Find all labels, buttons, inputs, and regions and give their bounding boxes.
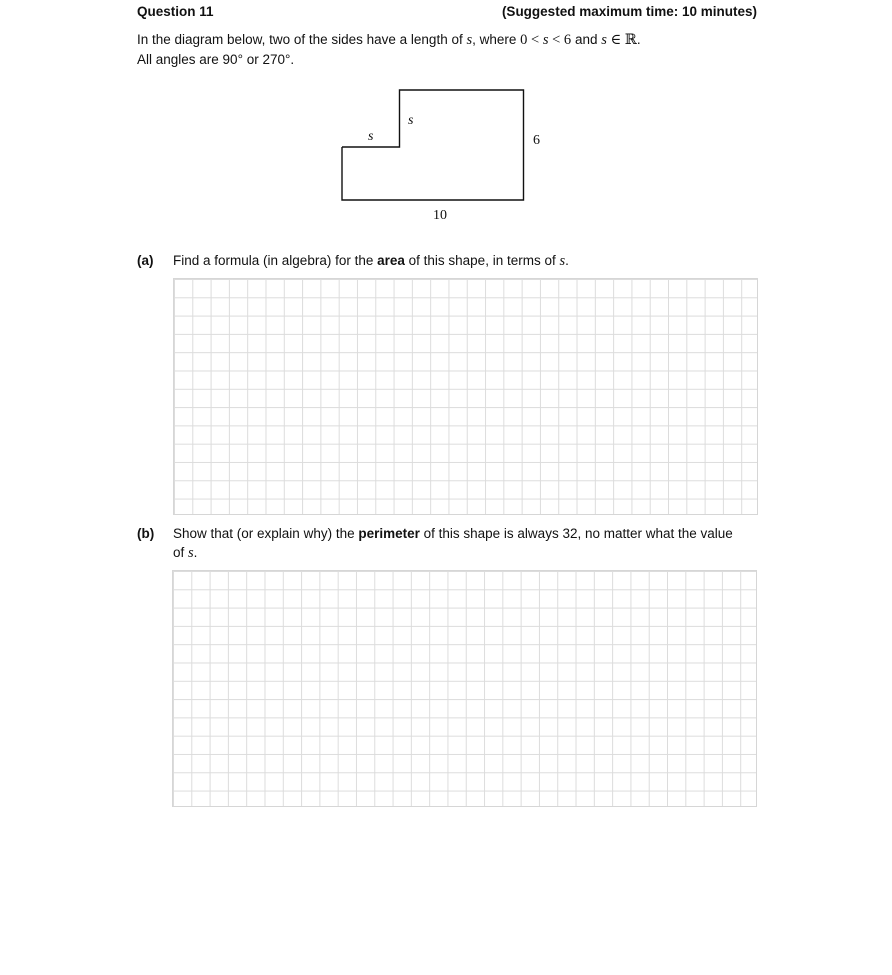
answer-grid-b[interactable] (172, 570, 757, 807)
real-membership: ∈ ℝ (606, 32, 637, 48)
variable-s: s (601, 32, 607, 48)
intro-text: . (636, 32, 641, 47)
part-b-label: (b) (137, 526, 155, 541)
part-b-text-post: of this shape is always 32, no matter what the value of (173, 526, 733, 560)
part-a (137, 251, 757, 271)
variable-s: s (188, 545, 194, 561)
intro-text: In the diagram below, two of the sides have a length of (137, 32, 467, 47)
label-bottom-side: 10 (433, 208, 447, 223)
part-b-text (173, 524, 743, 563)
part-b (137, 524, 757, 564)
inequality-part: < 6 (548, 32, 572, 48)
intro-text: , where (472, 32, 521, 47)
answer-grid-a[interactable] (173, 278, 758, 515)
shape-outline (342, 90, 524, 200)
part-b-text-pre: Show that (or explain why) the (173, 526, 359, 541)
question-header (137, 4, 757, 22)
part-a-text-pre: Find a formula (in algebra) for the (173, 253, 378, 268)
label-right-side: 6 (533, 133, 540, 148)
variable-s: s (466, 32, 473, 48)
part-a-text (173, 251, 743, 271)
question-intro (137, 30, 757, 69)
question-title: Question 11 (137, 4, 214, 19)
intro-line-1 (137, 30, 757, 50)
part-a-text-post: of this shape, in terms of (404, 253, 560, 268)
suggested-time-note: (Suggested maximum time: 10 minutes) (501, 4, 757, 19)
intro-line-2: All angles are 90° or 270°. (137, 52, 295, 67)
part-a-text-end: . (565, 253, 569, 268)
intro-text: and (571, 32, 602, 47)
inequality-part: 0 < (520, 32, 543, 48)
label-step-horizontal: s (368, 129, 374, 144)
label-step-vertical: s (408, 113, 414, 128)
part-a-keyword: area (377, 253, 405, 268)
variable-s: s (559, 253, 566, 269)
part-a-label: (a) (137, 253, 154, 268)
part-b-keyword: perimeter (358, 526, 420, 541)
part-b-text-end: . (193, 545, 198, 560)
shape-diagram (330, 80, 570, 230)
variable-s: s (542, 32, 549, 48)
